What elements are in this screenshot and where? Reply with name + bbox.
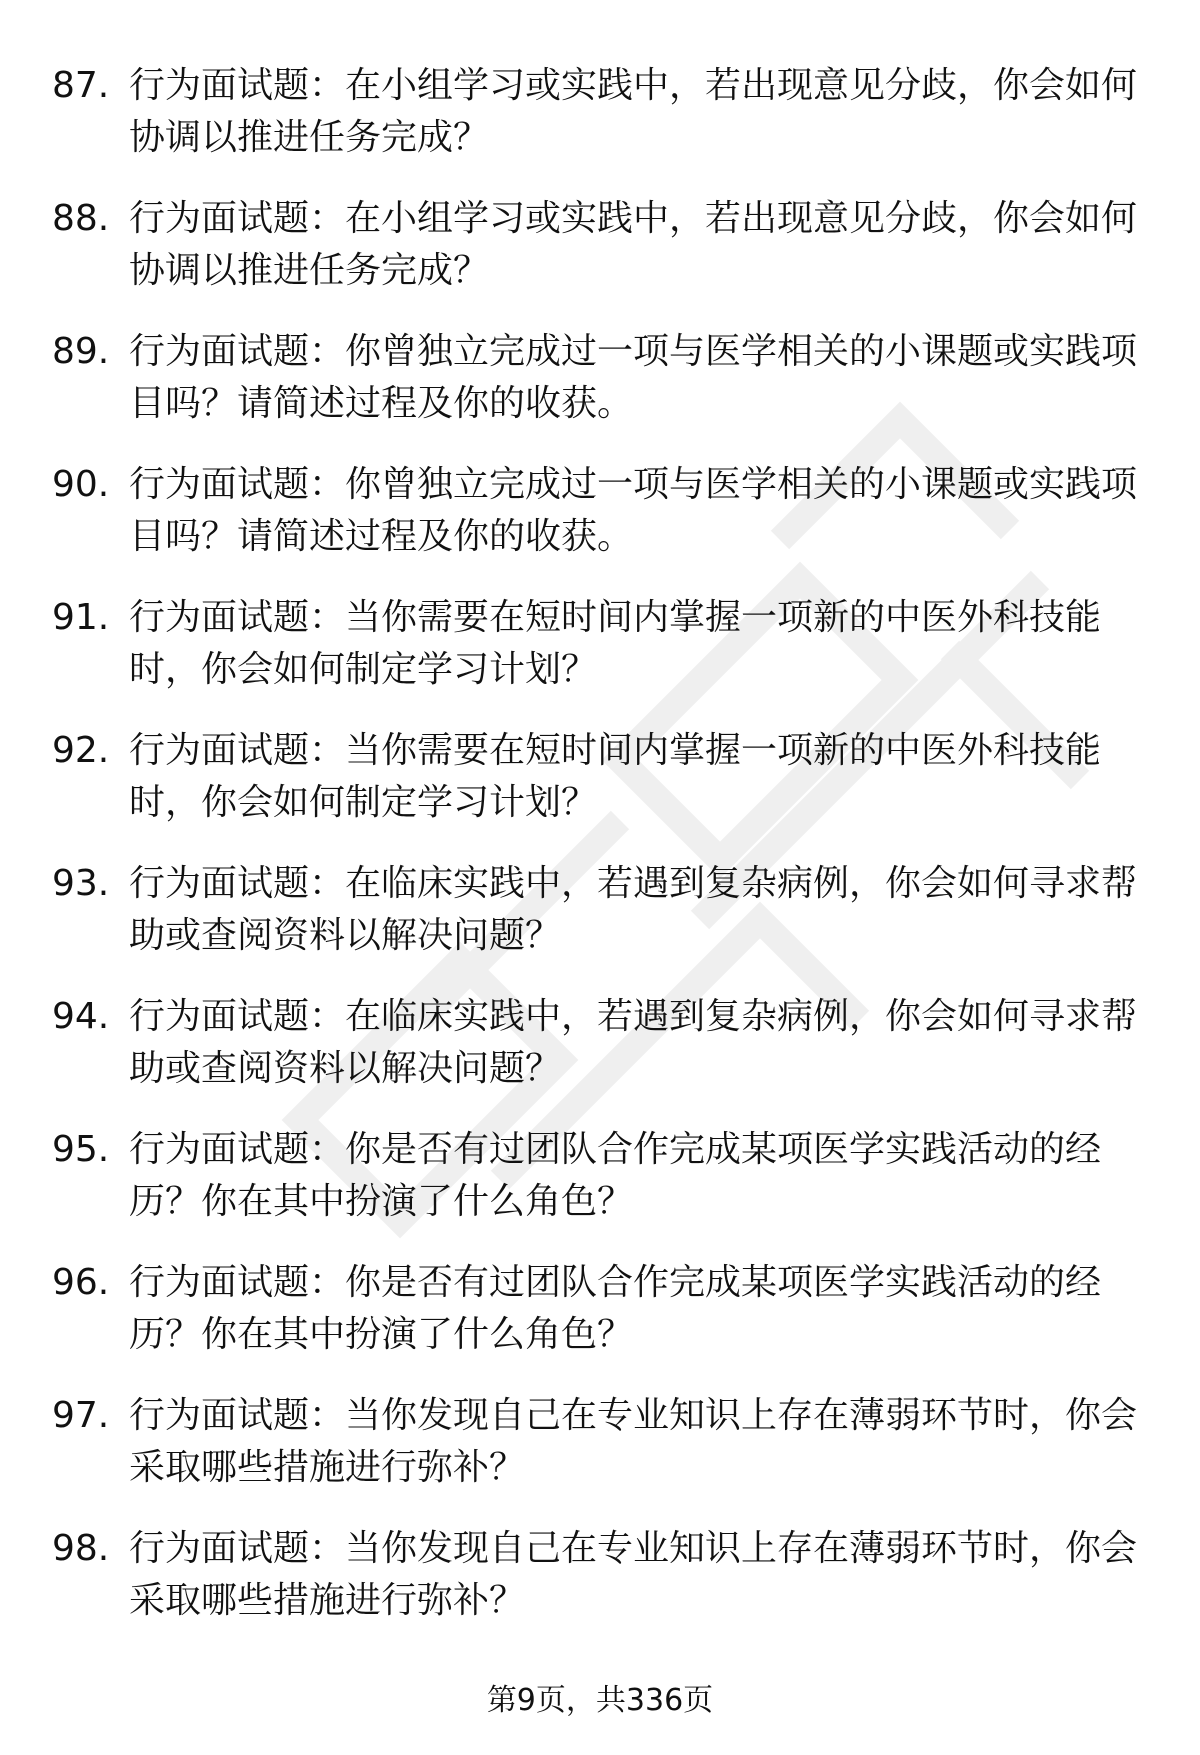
question-text: 行为面试题：你曾独立完成过一项与医学相关的小课题或实践项目吗？请简述过程及你的收获。 xyxy=(129,464,1138,557)
question-item xyxy=(0,193,1200,326)
question-item xyxy=(0,326,1200,459)
question-number: 94. xyxy=(52,996,110,1037)
question-item xyxy=(0,592,1200,725)
question-number: 93. xyxy=(52,863,110,904)
question-item xyxy=(0,1390,1200,1523)
question-list xyxy=(0,60,1200,1656)
question-item xyxy=(0,991,1200,1124)
question-number: 90. xyxy=(52,464,110,505)
question-number: 87. xyxy=(52,65,110,106)
question-text: 行为面试题：当你需要在短时间内掌握一项新的中医外科技能时，你会如何制定学习计划？ xyxy=(129,730,1102,823)
page-footer: 第9页，共336页 xyxy=(486,1683,714,1718)
question-number: 96. xyxy=(52,1262,110,1303)
question-text: 行为面试题：当你发现自己在专业知识上存在薄弱环节时，你会采取哪些措施进行弥补？ xyxy=(129,1395,1138,1488)
question-number: 91. xyxy=(52,597,110,638)
question-number: 92. xyxy=(52,730,110,771)
question-number: 95. xyxy=(52,1129,110,1170)
question-text: 行为面试题：在小组学习或实践中，若出现意见分歧，你会如何协调以推进任务完成？ xyxy=(129,65,1138,158)
question-number: 98. xyxy=(52,1528,110,1569)
question-item xyxy=(0,459,1200,592)
question-item xyxy=(0,60,1200,193)
question-text: 行为面试题：你曾独立完成过一项与医学相关的小课题或实践项目吗？请简述过程及你的收获。 xyxy=(129,331,1138,424)
question-text: 行为面试题：在临床实践中，若遇到复杂病例，你会如何寻求帮助或查阅资料以解决问题？ xyxy=(129,863,1138,956)
question-item xyxy=(0,1124,1200,1257)
question-item xyxy=(0,858,1200,991)
question-text: 行为面试题：当你发现自己在专业知识上存在薄弱环节时，你会采取哪些措施进行弥补？ xyxy=(129,1528,1138,1621)
question-text: 行为面试题：你是否有过团队合作完成某项医学实践活动的经历？你在其中扮演了什么角色？ xyxy=(129,1262,1102,1355)
question-text: 行为面试题：在小组学习或实践中，若出现意见分歧，你会如何协调以推进任务完成？ xyxy=(129,198,1138,291)
question-number: 97. xyxy=(52,1395,110,1436)
question-text: 行为面试题：在临床实践中，若遇到复杂病例，你会如何寻求帮助或查阅资料以解决问题？ xyxy=(129,996,1138,1089)
question-text: 行为面试题：当你需要在短时间内掌握一项新的中医外科技能时，你会如何制定学习计划？ xyxy=(129,597,1102,690)
question-number: 88. xyxy=(52,198,110,239)
question-number: 89. xyxy=(52,331,110,372)
question-item xyxy=(0,1257,1200,1390)
question-item xyxy=(0,1523,1200,1656)
question-text: 行为面试题：你是否有过团队合作完成某项医学实践活动的经历？你在其中扮演了什么角色？ xyxy=(129,1129,1102,1222)
question-item xyxy=(0,725,1200,858)
